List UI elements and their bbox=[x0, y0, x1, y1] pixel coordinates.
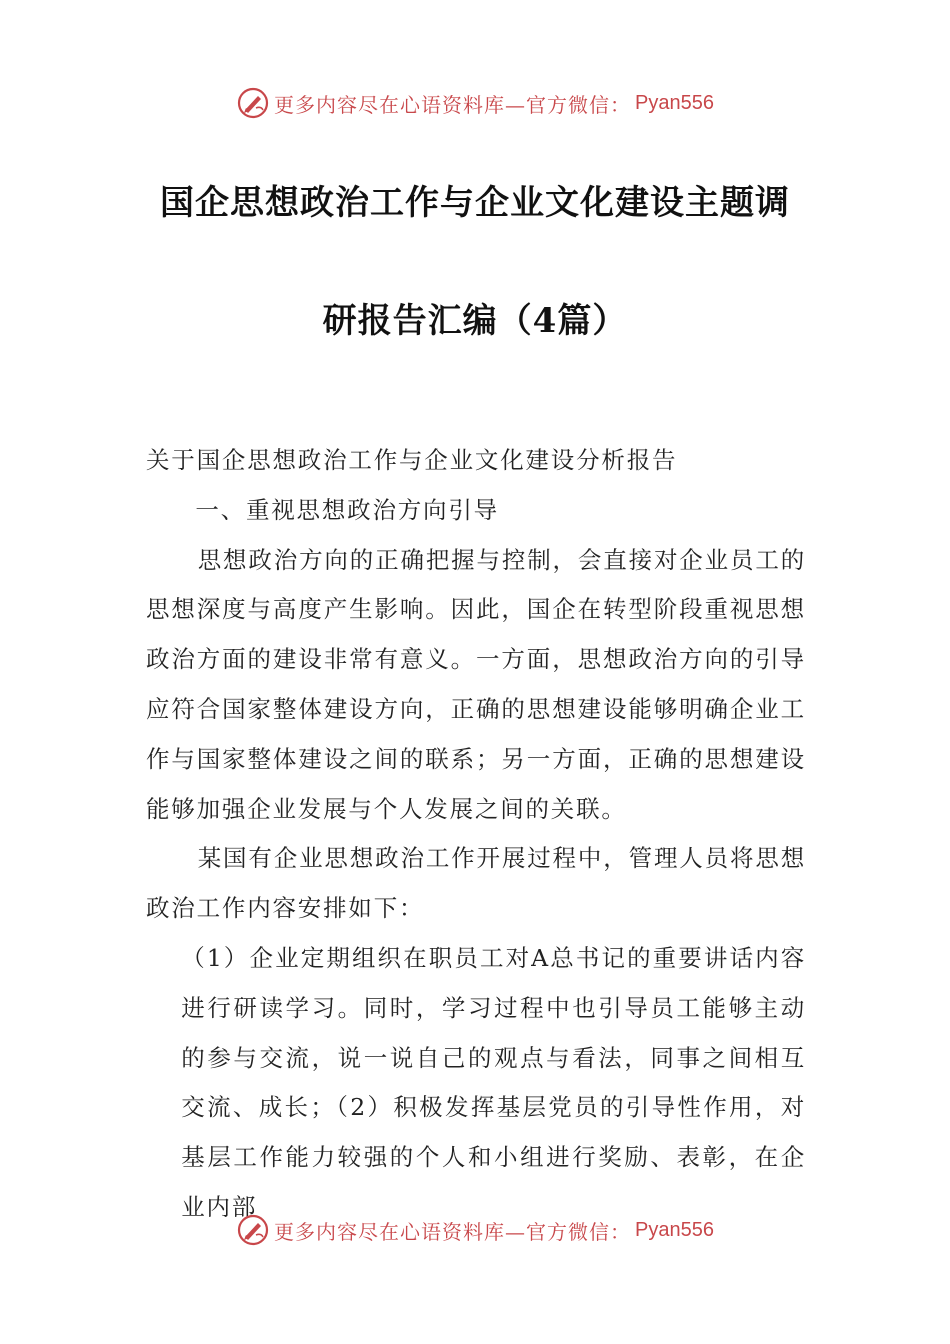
document-title-line-1: 国企思想政治工作与企业文化建设主题调 bbox=[160, 183, 790, 223]
watermark-wechat-id: Pyan556 bbox=[635, 1218, 714, 1241]
document-body bbox=[146, 436, 806, 1233]
document-title-line-2: 研报告汇编（4篇） bbox=[322, 301, 628, 341]
pen-circle-logo-icon bbox=[236, 1213, 270, 1247]
section-heading: 一、重视思想政治方向引导 bbox=[195, 495, 499, 524]
watermark-wechat-id: Pyan556 bbox=[635, 91, 714, 114]
watermark-text: 更多内容尽在心语资料库—官方微信： bbox=[274, 1219, 632, 1244]
report-title: 关于国企思想政治工作与企业文化建设分析报告 bbox=[146, 446, 678, 474]
pen-circle-logo-icon bbox=[236, 86, 270, 120]
watermark-text: 更多内容尽在心语资料库—官方微信： bbox=[274, 92, 632, 117]
watermark-banner-top bbox=[0, 81, 950, 125]
paragraph-1: 思想政治方向的正确把握与控制，会直接对企业员工的思想深度与高度产生影响。因此，国企在转型阶段重视思想政治方面的建设非常有意义。一方面，思想政治方向的引导应符合国家整体建设方向，正确的思想建设能够明确企业工作与国家整体建设之间的联系；另一方面，正确的思想建设能够加强企业发展与个人发展之间的关联。 bbox=[146, 545, 806, 823]
paragraph-2: 某国有企业思想政治工作开展过程中，管理人员将思想政治工作内容安排如下： bbox=[146, 844, 806, 923]
paragraph-3: （1）企业定期组织在职员工对A总书记的重要讲话内容进行研读学习。同时，学习过程中也引导员工能够主动的参与交流，说一说自己的观点与看法，同事之间相互交流、成长；（2）积极发挥基层党员的引导性作用，对基层工作能力较强的个人和小组进行奖励、表彰，在企业内部 bbox=[181, 943, 806, 1221]
watermark-banner-bottom bbox=[0, 1208, 950, 1252]
